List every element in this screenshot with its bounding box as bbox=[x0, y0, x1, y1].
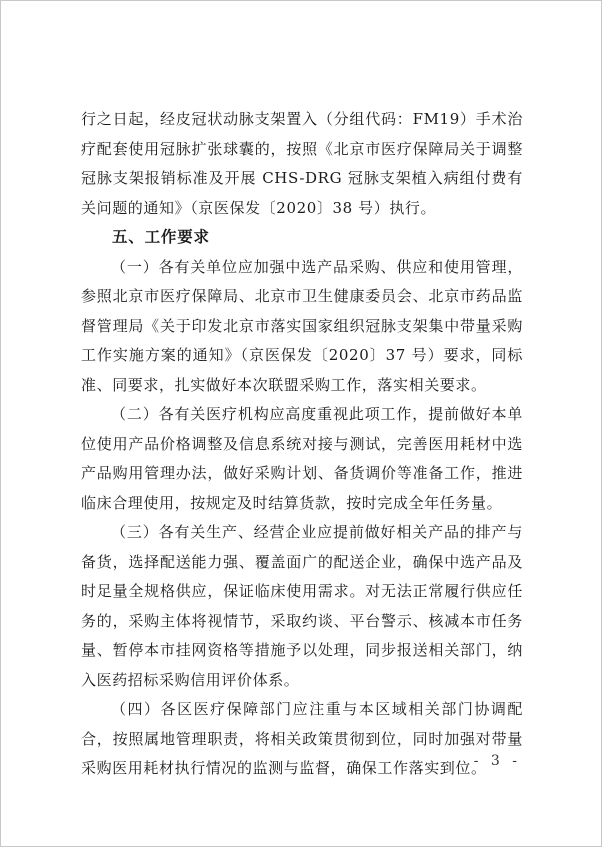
paragraph-2: （二）各有关医疗机构应高度重视此项工作，提前做好本单位使用产品价格调整及信息系统对接与测试，完善医用耗材中选产品购用管理办法，做好采购计划、备货调价等准备工作，推进临床合理使用，按规定及时结算货款，按时完成全年任务量。 bbox=[81, 405, 523, 512]
document-body bbox=[81, 105, 523, 784]
section-heading: 五、工作要求 bbox=[112, 228, 210, 246]
paragraph-3: （三）各有关生产、经营企业应提前做好相关产品的排产与备货，选择配送能力强、覆盖面广的配送企业，确保中选产品及时足量全规格供应，保证临床使用需求。对无法正常履行供应任务的，采购主体将视情节，采取约谈、平台警示、核减本市任务量、暂停本市挂网资格等措施予以处理，同步报送相关部门，纳入医药招标采购信用评价体系。 bbox=[81, 523, 523, 689]
continuation-paragraph: 行之日起，经皮冠状动脉支架置入（分组代码：FM19）手术治疗配套使用冠脉扩张球囊的，按照《北京市医疗保障局关于调整冠脉支架报销标准及开展 CHS-DRG 冠脉支架植入病组付费有关问题的通知》（京医保发〔2020〕38 号）执行。 bbox=[81, 110, 523, 217]
page-number: - 3 - bbox=[473, 753, 521, 769]
paragraph-1: （一）各有关单位应加强中选产品采购、供应和使用管理，参照北京市医疗保障局、北京市卫生健康委员会、北京市药品监督管理局《关于印发北京市落实国家组织冠脉支架集中带量采购工作实施方案的通知》（京医保发〔2020〕37 号）要求，同标准、同要求，扎实做好本次联盟采购工作，落实相关要求。 bbox=[81, 257, 523, 394]
paragraph-4: （四）各区医疗保障部门应注重与本区域相关部门协调配合，按照属地管理职责，将相关政策贯彻到位，同时加强对带量采购医用耗材执行情况的监测与监督，确保工作落实到位。 bbox=[81, 700, 523, 777]
